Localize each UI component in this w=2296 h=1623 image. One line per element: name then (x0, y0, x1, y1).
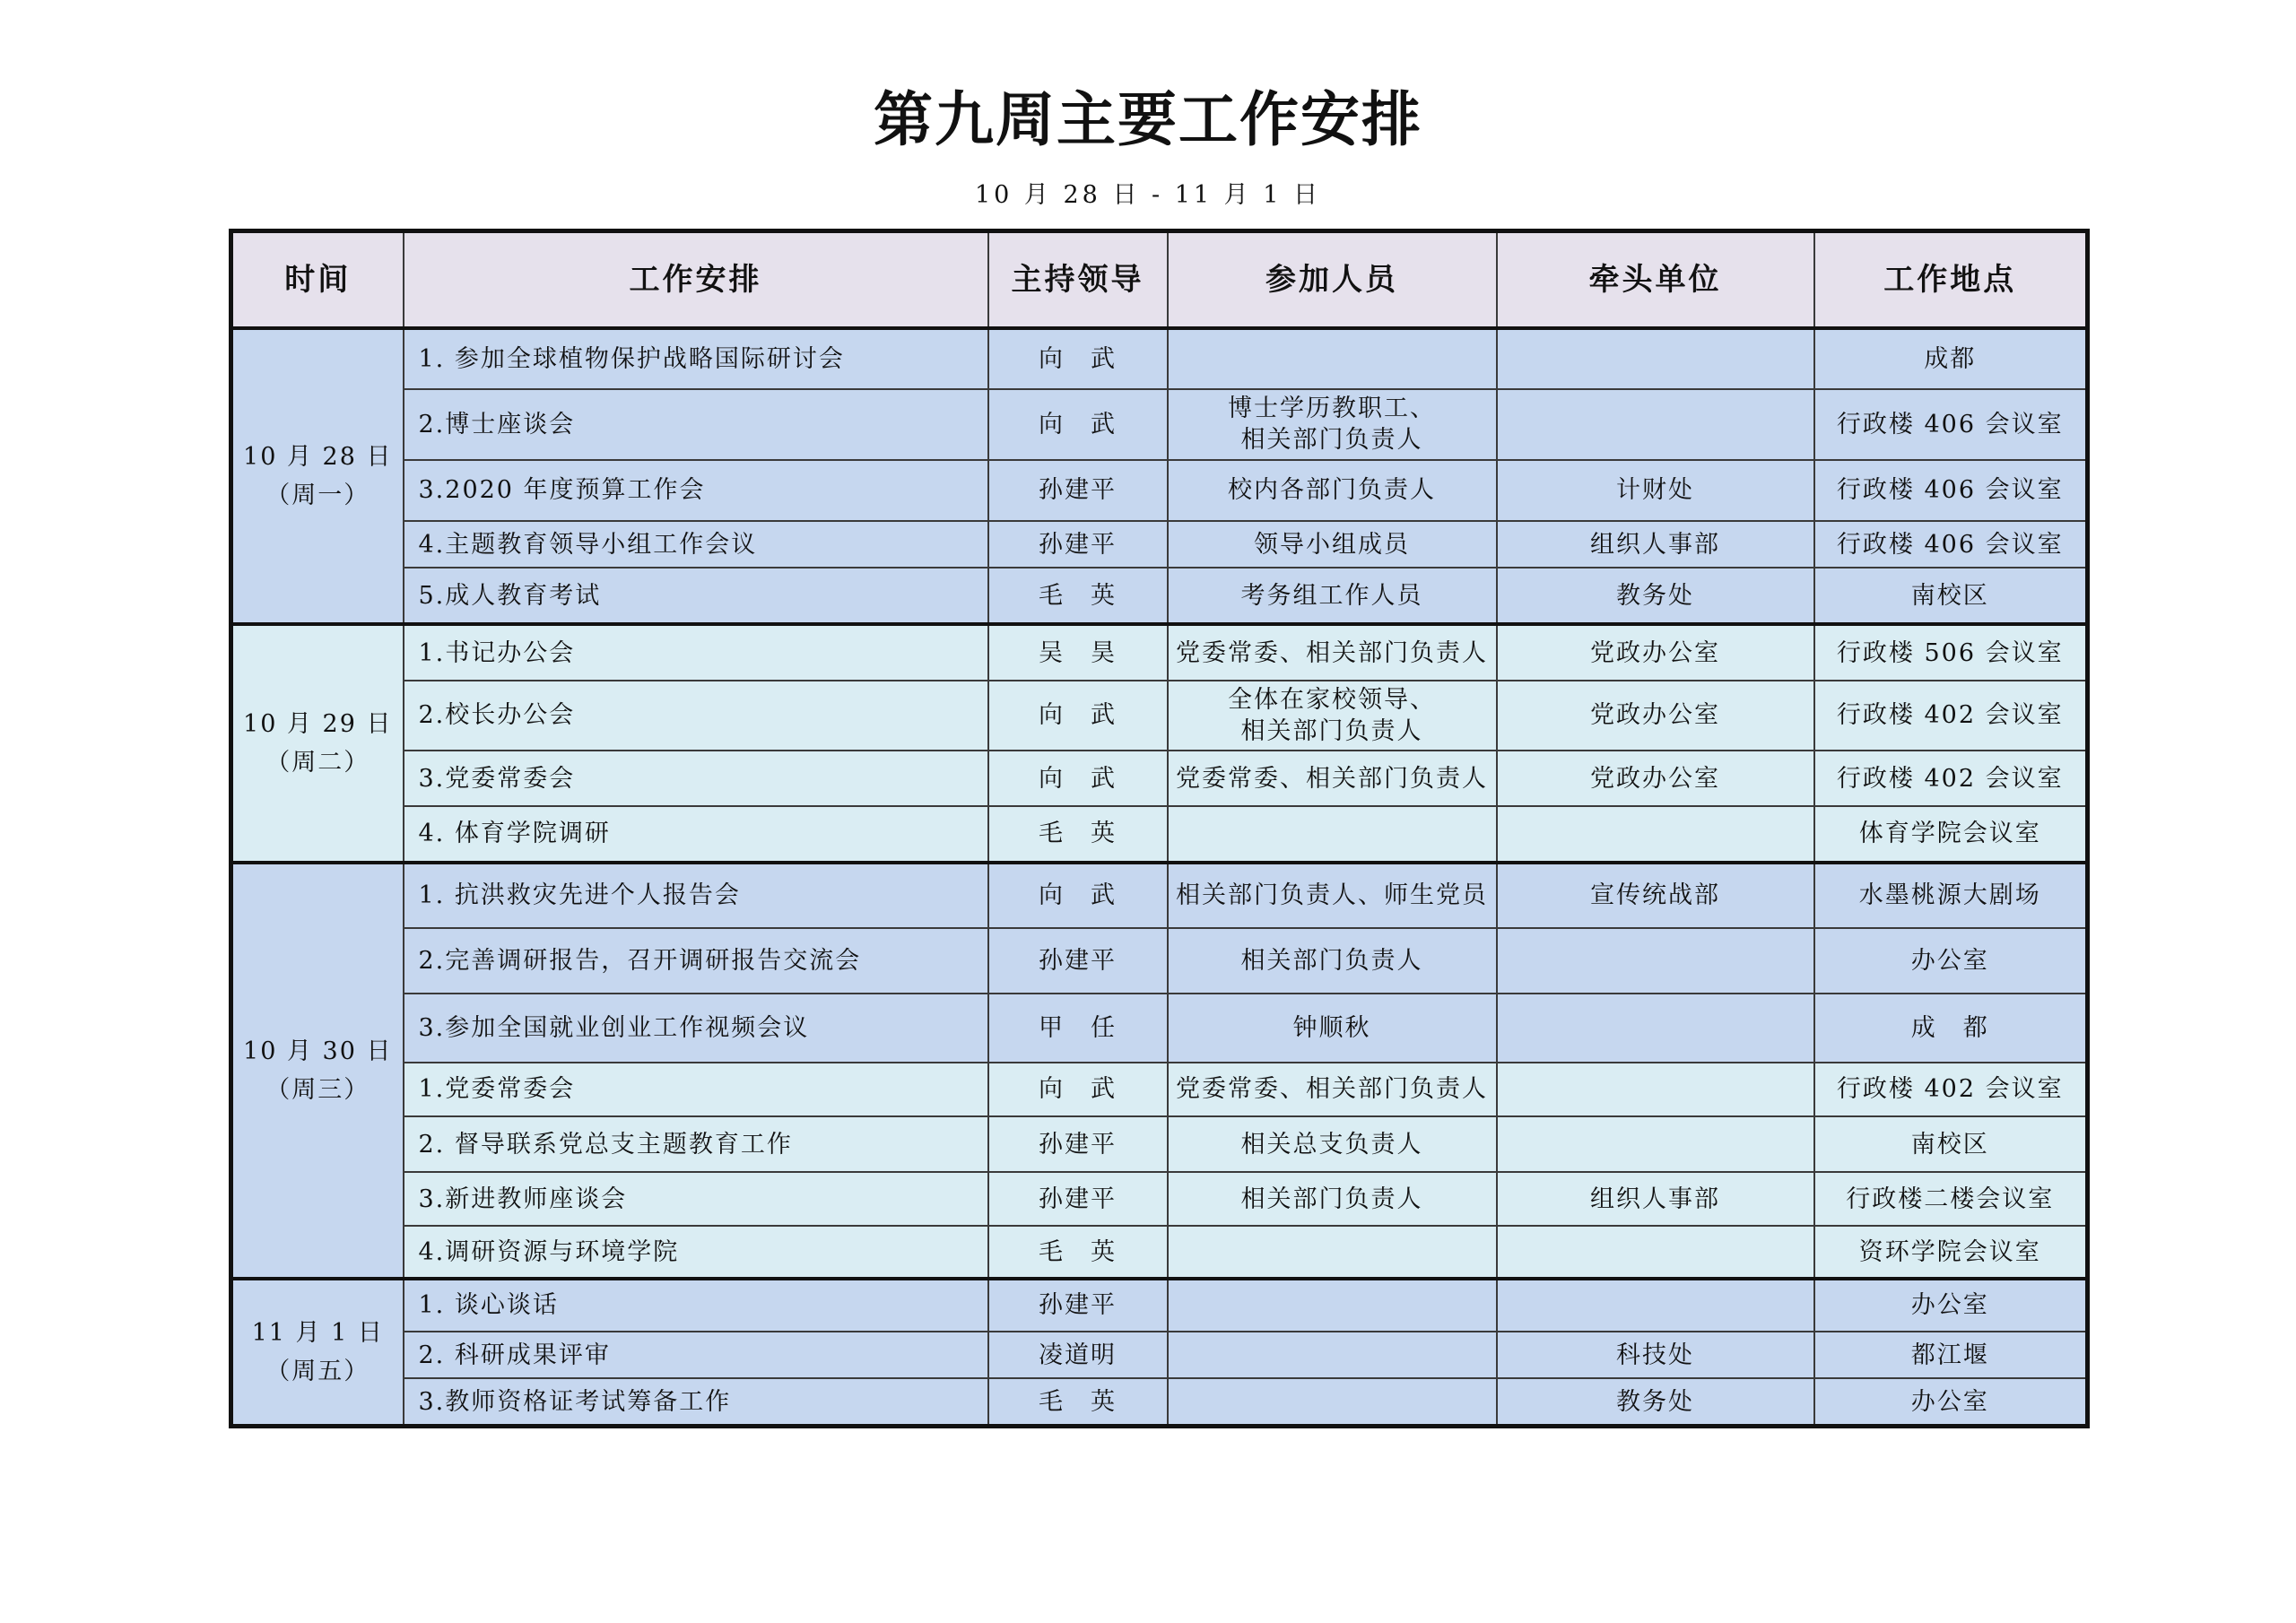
task-cell: 2. 督导联系党总支主题教育工作 (404, 1116, 988, 1172)
header-row (231, 231, 2088, 329)
place-cell: 南校区 (1814, 1116, 2088, 1172)
participants-cell: 领导小组成员 (1168, 521, 1497, 568)
date-label: 11 月 1 日 (251, 1318, 384, 1347)
table-row (231, 1332, 2088, 1378)
table-row (231, 1172, 2088, 1226)
participants-cell (1168, 328, 1497, 389)
task-cell: 2. 科研成果评审 (404, 1332, 988, 1378)
place-cell: 行政楼 406 会议室 (1814, 521, 2088, 568)
place-cell: 资环学院会议室 (1814, 1226, 2088, 1278)
leader-cell: 毛 英 (988, 1226, 1168, 1278)
day-group (231, 863, 2088, 1279)
header-place: 工作地点 (1814, 231, 2088, 329)
date-label: 10 月 29 日 (243, 709, 393, 738)
participants-cell: 考务组工作人员 (1168, 568, 1497, 624)
table-row (231, 1378, 2088, 1426)
task-cell: 3.参加全国就业创业工作视频会议 (404, 994, 988, 1062)
place-cell: 行政楼 402 会议室 (1814, 681, 2088, 751)
table-row (231, 1116, 2088, 1172)
date-cell (231, 1279, 404, 1427)
leader-cell: 孙建平 (988, 928, 1168, 994)
table-row (231, 751, 2088, 806)
leader-cell: 向 武 (988, 389, 1168, 459)
table-row (231, 460, 2088, 521)
task-cell: 1. 抗洪救灾先进个人报告会 (404, 863, 988, 928)
task-cell: 4.调研资源与环境学院 (404, 1226, 988, 1278)
leader-cell: 孙建平 (988, 460, 1168, 521)
leader-cell: 向 武 (988, 681, 1168, 751)
task-cell: 2.校长办公会 (404, 681, 988, 751)
unit-cell (1497, 389, 1814, 459)
task-cell: 2.博士座谈会 (404, 389, 988, 459)
unit-cell: 宣传统战部 (1497, 863, 1814, 928)
place-cell: 办公室 (1814, 1378, 2088, 1426)
header-leader: 主持领导 (988, 231, 1168, 329)
task-cell: 3.2020 年度预算工作会 (404, 460, 988, 521)
leader-cell: 毛 英 (988, 806, 1168, 862)
table-row (231, 1226, 2088, 1278)
table-row (231, 568, 2088, 624)
leader-cell: 孙建平 (988, 1116, 1168, 1172)
unit-cell (1497, 1063, 1814, 1116)
page-title: 第九周主要工作安排 (874, 84, 1422, 154)
task-cell: 2.完善调研报告，召开调研报告交流会 (404, 928, 988, 994)
unit-cell: 教务处 (1497, 568, 1814, 624)
place-cell: 都江堰 (1814, 1332, 2088, 1378)
task-cell: 1.党委常委会 (404, 1063, 988, 1116)
participants-cell (1168, 1279, 1497, 1332)
task-cell: 1.书记办公会 (404, 624, 988, 680)
unit-cell (1497, 1116, 1814, 1172)
participants-cell (1168, 1332, 1497, 1378)
date-range: 10 月 28 日 - 11 月 1 日 (974, 181, 1322, 209)
participants-cell (1168, 1378, 1497, 1426)
leader-cell: 向 武 (988, 1063, 1168, 1116)
weekday-label: （周三） (265, 1075, 370, 1104)
leader-cell: 孙建平 (988, 1172, 1168, 1226)
unit-cell: 组织人事部 (1497, 521, 1814, 568)
participants-cell: 党委常委、相关部门负责人 (1168, 1063, 1497, 1116)
leader-cell: 向 武 (988, 863, 1168, 928)
header-task: 工作安排 (404, 231, 988, 329)
place-cell: 行政楼 406 会议室 (1814, 389, 2088, 459)
leader-cell: 毛 英 (988, 568, 1168, 624)
place-cell: 成 都 (1814, 994, 2088, 1062)
header-unit: 牵头单位 (1497, 231, 1814, 329)
place-cell: 成都 (1814, 328, 2088, 389)
unit-cell: 党政办公室 (1497, 681, 1814, 751)
table-row (231, 624, 2088, 680)
place-cell: 南校区 (1814, 568, 2088, 624)
unit-cell: 科技处 (1497, 1332, 1814, 1378)
participants-cell (1168, 1226, 1497, 1278)
participants-cell: 党委常委、相关部门负责人 (1168, 624, 1497, 680)
participants-cell: 相关总支负责人 (1168, 1116, 1497, 1172)
table-row (231, 521, 2088, 568)
day-group (231, 624, 2088, 862)
place-cell: 体育学院会议室 (1814, 806, 2088, 862)
task-cell: 3.教师资格证考试筹备工作 (404, 1378, 988, 1426)
place-cell: 办公室 (1814, 1279, 2088, 1332)
unit-cell (1497, 928, 1814, 994)
unit-cell: 计财处 (1497, 460, 1814, 521)
participants-cell: 钟顺秋 (1168, 994, 1497, 1062)
leader-cell: 向 武 (988, 328, 1168, 389)
place-cell: 行政楼 402 会议室 (1814, 751, 2088, 806)
place-cell: 水墨桃源大剧场 (1814, 863, 2088, 928)
date-label: 10 月 30 日 (243, 1037, 393, 1065)
place-cell: 行政楼 406 会议室 (1814, 460, 2088, 521)
table-row (231, 389, 2088, 459)
table-row (231, 681, 2088, 751)
table-row (231, 863, 2088, 928)
task-cell: 4.主题教育领导小组工作会议 (404, 521, 988, 568)
date-cell (231, 863, 404, 1279)
date-cell (231, 328, 404, 624)
participants-cell (1168, 806, 1497, 862)
task-cell: 1. 参加全球植物保护战略国际研讨会 (404, 328, 988, 389)
place-cell: 办公室 (1814, 928, 2088, 994)
header-time: 时间 (231, 231, 404, 329)
participants-cell: 博士学历教职工、 相关部门负责人 (1168, 389, 1497, 459)
participants-cell: 党委常委、相关部门负责人 (1168, 751, 1497, 806)
leader-cell: 吴 昊 (988, 624, 1168, 680)
task-cell: 1. 谈心谈话 (404, 1279, 988, 1332)
participants-cell: 全体在家校领导、 相关部门负责人 (1168, 681, 1497, 751)
day-group (231, 328, 2088, 624)
place-cell: 行政楼二楼会议室 (1814, 1172, 2088, 1226)
table-row (231, 328, 2088, 389)
unit-cell: 党政办公室 (1497, 751, 1814, 806)
leader-cell: 孙建平 (988, 1279, 1168, 1332)
task-cell: 4. 体育学院调研 (404, 806, 988, 862)
unit-cell (1497, 1226, 1814, 1278)
weekday-label: （周一） (265, 482, 370, 510)
place-cell: 行政楼 506 会议室 (1814, 624, 2088, 680)
unit-cell: 党政办公室 (1497, 624, 1814, 680)
schedule-table (229, 229, 2090, 1428)
day-group (231, 1279, 2088, 1427)
unit-cell: 教务处 (1497, 1378, 1814, 1426)
participants-cell: 相关部门负责人 (1168, 928, 1497, 994)
participants-cell: 相关部门负责人、师生党员 (1168, 863, 1497, 928)
unit-cell (1497, 1279, 1814, 1332)
table-row (231, 1279, 2088, 1332)
leader-cell: 孙建平 (988, 521, 1168, 568)
table-row (231, 1063, 2088, 1116)
leader-cell: 凌道明 (988, 1332, 1168, 1378)
task-cell: 3.党委常委会 (404, 751, 988, 806)
task-cell: 3.新进教师座谈会 (404, 1172, 988, 1226)
participants-cell: 校内各部门负责人 (1168, 460, 1497, 521)
date-cell (231, 624, 404, 862)
participants-cell: 相关部门负责人 (1168, 1172, 1497, 1226)
header-participants: 参加人员 (1168, 231, 1497, 329)
unit-cell (1497, 328, 1814, 389)
table-row (231, 806, 2088, 862)
place-cell: 行政楼 402 会议室 (1814, 1063, 2088, 1116)
unit-cell (1497, 994, 1814, 1062)
leader-cell: 毛 英 (988, 1378, 1168, 1426)
unit-cell: 组织人事部 (1497, 1172, 1814, 1226)
table-row (231, 994, 2088, 1062)
weekday-label: （周五） (265, 1357, 370, 1385)
table-row (231, 928, 2088, 994)
leader-cell: 甲 任 (988, 994, 1168, 1062)
date-label: 10 月 28 日 (243, 443, 393, 472)
weekday-label: （周二） (265, 749, 370, 777)
task-cell: 5.成人教育考试 (404, 568, 988, 624)
unit-cell (1497, 806, 1814, 862)
leader-cell: 向 武 (988, 751, 1168, 806)
